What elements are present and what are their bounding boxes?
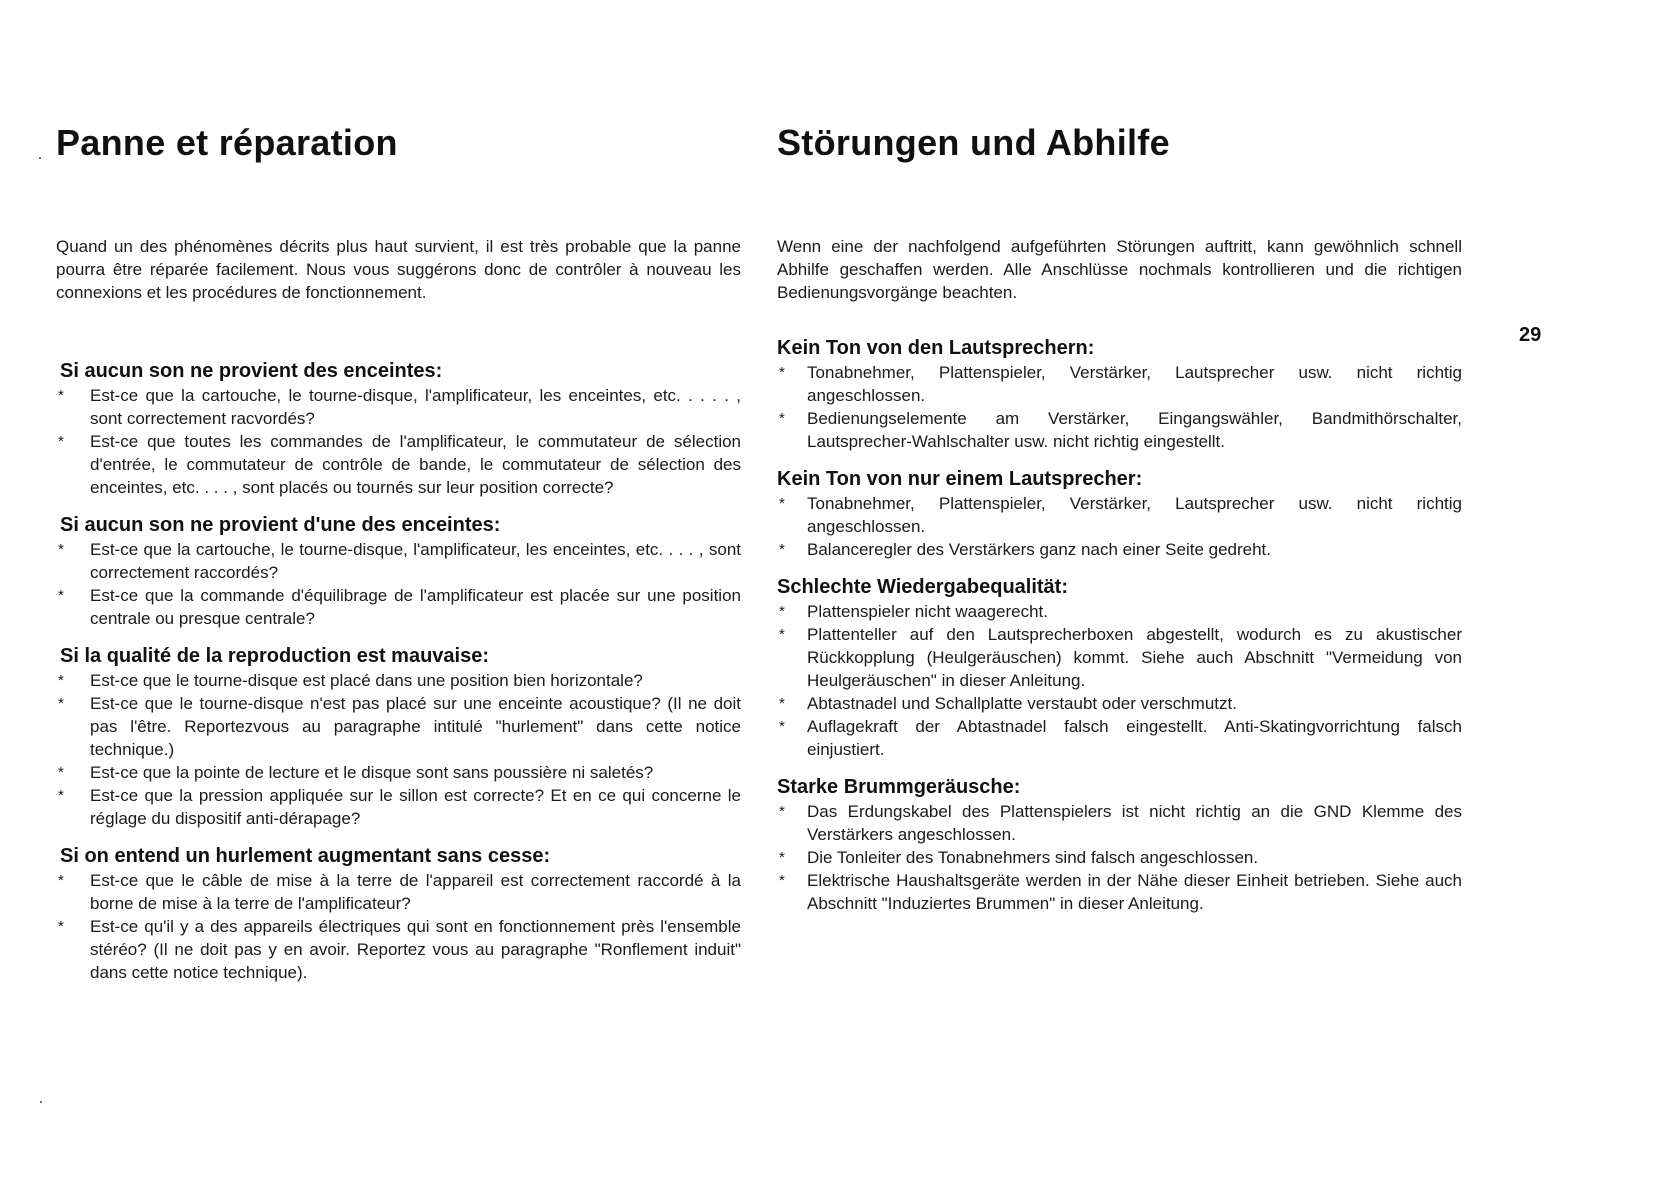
list-item: * Plattenteller auf den Lautsprecherboxen abgestellt, wodurch es zu akustischer Rückkopplung (Heulgeräuschen) kommt. Siehe auch Abschnitt "Vermeidung von Heulgeräuschen" in dieser Anleitung. [777,623,1462,692]
german-section-one-speaker [777,467,1462,561]
section-heading: Si la qualité de la reproduction est mauvaise: [60,645,490,667]
german-section-poor-quality [777,575,1462,761]
german-intro: Wenn eine der nachfolgend aufgeführten Störungen auftritt, kann gewöhnlich schnell Abhilfe geschaffen werden. Alle Anschlüsse nochmals kontrollieren und die richtigen Bedienungsvorgänge beachten. [777,237,1462,302]
german-section-hum [777,775,1462,915]
list-item: * Plattenspieler nicht waagerecht. [777,600,1462,623]
scan-speck [39,157,41,159]
list-item: * Est-ce que le câble de mise à la terre de l'appareil est correctement raccordé à la borne de mise à la terre de l'amplificateur? [56,869,741,915]
list-item: * Balanceregler des Verstärkers ganz nach einer Seite gedreht. [777,538,1462,561]
bullet-list [777,361,1462,453]
list-item: * Tonabnehmer, Plattenspieler, Verstärker, Lautsprecher usw. nicht richtig angeschlossen. [777,492,1462,538]
section-heading: Si aucun son ne provient d'une des enceintes: [60,514,501,536]
french-title: Panne et réparation [56,122,398,163]
list-item: * Est-ce que toutes les commandes de l'amplificateur, le commutateur de sélection d'entrée, le commutateur de contrôle de bande, le commutateur de sélection des enceintes, etc. . . . , sont placés ou tournés sur leur position correcte? [56,430,741,499]
section-heading: Starke Brummgeräusche: [777,776,1021,798]
bullet-list [777,800,1462,915]
list-item: * Est-ce que la commande d'équilibrage de l'amplificateur est placée sur une position centrale ou presque centrale? [56,584,741,630]
bullet-list [777,600,1462,761]
section-heading: Kein Ton von nur einem Lautsprecher: [777,468,1143,490]
french-sections [56,359,741,998]
french-section-poor-quality [56,644,741,830]
french-section-howling [56,844,741,984]
bullet-list [56,384,741,499]
section-heading: Si on entend un hurlement augmentant sans cesse: [60,845,551,867]
bullet-list [56,669,741,830]
bullet-list [56,869,741,984]
scan-speck [40,1101,42,1103]
list-item: * Bedienungselemente am Verstärker, Eingangswähler, Bandmithörschalter, Lautsprecher-Wahlschalter usw. nicht richtig eingestellt. [777,407,1462,453]
list-item: * Est-ce que la cartouche, le tourne-disque, l'amplificateur, les enceintes, etc. . . . , sont correctement raccordés? [56,538,741,584]
german-sections [777,336,1462,929]
list-item: * Auflagekraft der Abtastnadel falsch eingestellt. Anti-Skatingvorrichtung falsch einjustiert. [777,715,1462,761]
bullet-list [56,538,741,630]
french-intro: Quand un des phénomènes décrits plus haut survient, il est très probable que la panne pourra être réparée facilement. Nous vous suggérons donc de contrôler à nouveau les connexions et les procédures de fonctionnement. [56,237,741,302]
list-item: * Est-ce que la cartouche, le tourne-disque, l'amplificateur, les enceintes, etc. . . . . , sont correctement racvordés? [56,384,741,430]
list-item: * Elektrische Haushaltsgeräte werden in der Nähe dieser Einheit betrieben. Siehe auch Abschnitt "Induziertes Brummen" in dieser Anleitung. [777,869,1462,915]
list-item: * Est-ce que le tourne-disque est placé dans une position bien horizontale? [56,669,741,692]
list-item: * Est-ce qu'il y a des appareils électriques qui sont en fonctionnement près l'ensemble stéréo? (Il ne doit pas y en avoir. Reportez vous au paragraphe "Ronflement induit" dans cette notice technique). [56,915,741,984]
section-heading: Schlechte Wiedergabequalität: [777,576,1068,598]
german-section-no-sound [777,336,1462,453]
list-item: * Est-ce que la pression appliquée sur le sillon est correcte? Et en ce qui concerne le réglage du dispositif anti-dérapage? [56,784,741,830]
list-item: * Est-ce que le tourne-disque n'est pas placé sur une enceinte acoustique? (Il ne doit pas l'être. Reportezvous au paragraphe intitulé "hurlement" dans cette notice technique.) [56,692,741,761]
bullet-list [777,492,1462,561]
page-number: 29 [1519,324,1542,346]
section-heading: Kein Ton von den Lautsprechern: [777,337,1095,359]
list-item: * Est-ce que la pointe de lecture et le disque sont sans poussière ni saletés? [56,761,741,784]
list-item: * Das Erdungskabel des Plattenspielers ist nicht richtig an die GND Klemme des Verstärkers angeschlossen. [777,800,1462,846]
french-section-one-speaker [56,513,741,630]
section-heading: Si aucun son ne provient des enceintes: [60,360,443,382]
list-item: * Die Tonleiter des Tonabnehmers sind falsch angeschlossen. [777,846,1462,869]
list-item: * Abtastnadel und Schallplatte verstaubt oder verschmutzt. [777,692,1462,715]
list-item: * Tonabnehmer, Plattenspieler, Verstärker, Lautsprecher usw. nicht richtig angeschlossen. [777,361,1462,407]
french-section-no-sound [56,359,741,499]
german-title: Störungen und Abhilfe [777,122,1170,163]
